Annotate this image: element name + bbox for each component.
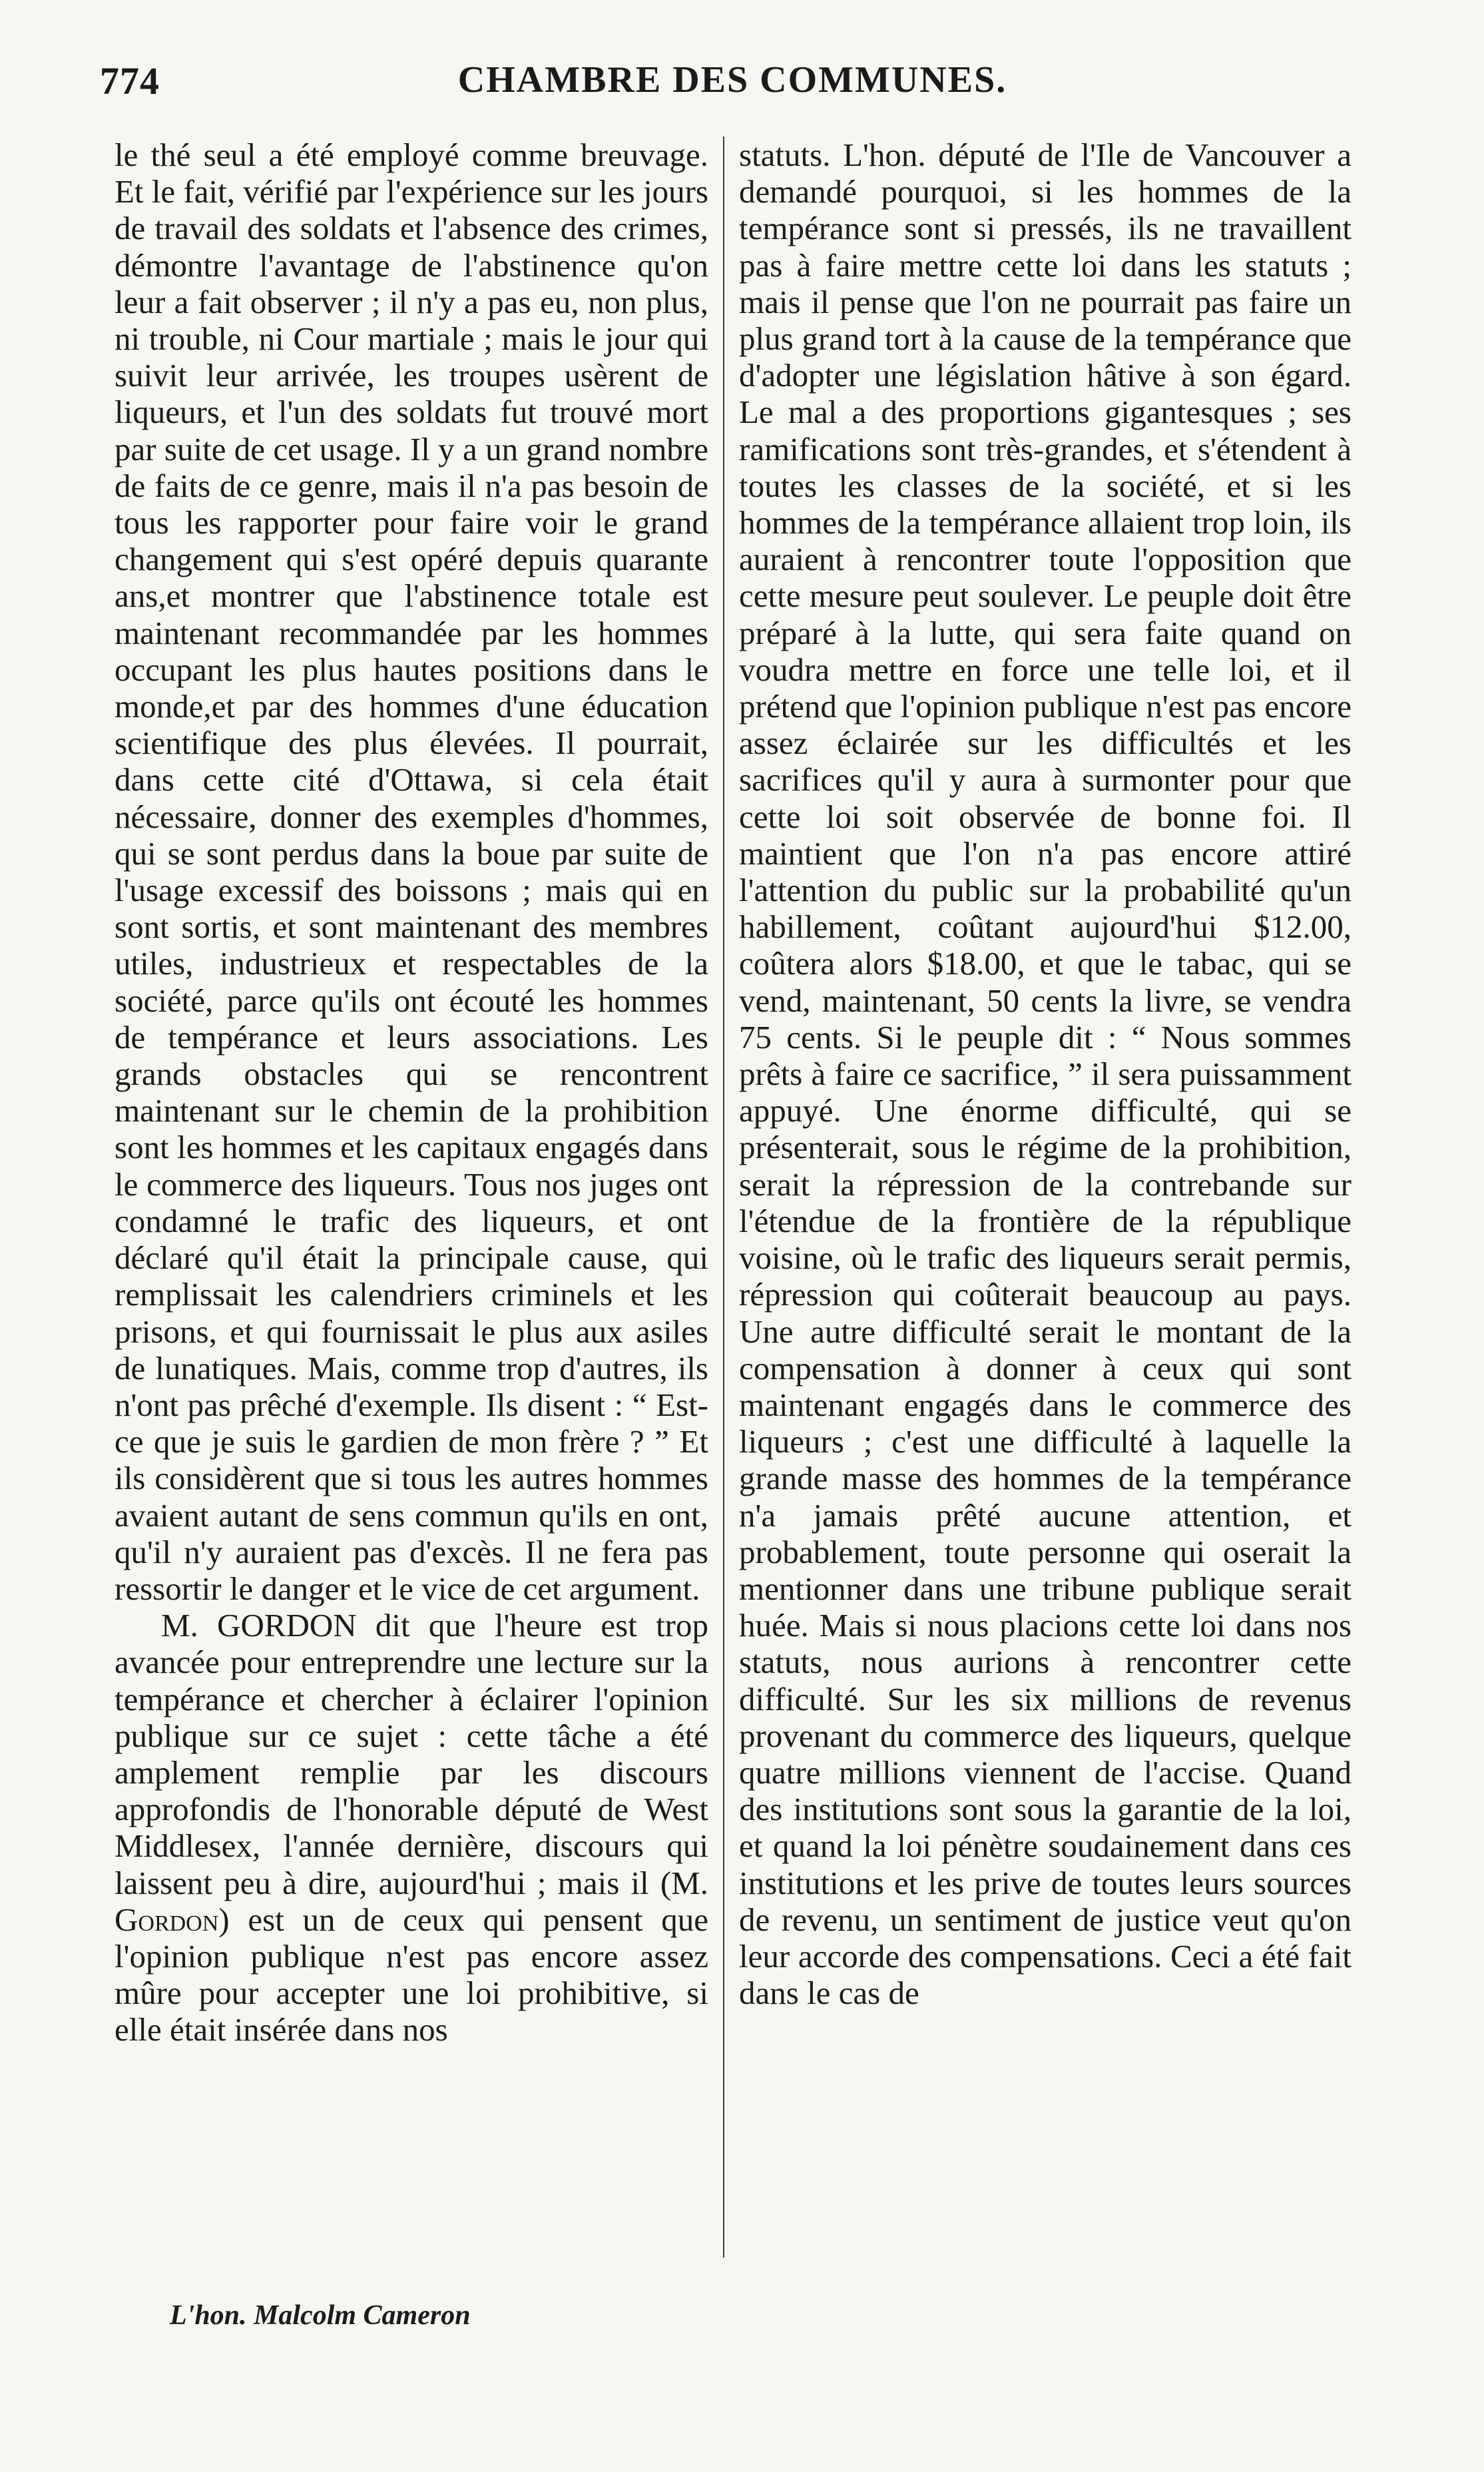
left-paragraph-2-text-b: ) est un de ceux qui pensent que l'opinion publique n'est pas encore assez mûre pour accepter une loi prohibitive, si elle était insérée dans nos bbox=[115, 1901, 708, 2048]
left-paragraph-2 bbox=[115, 1607, 708, 2048]
page-number: 774 bbox=[100, 59, 160, 103]
left-column bbox=[115, 137, 708, 2268]
speaker-name-inline: Gordon bbox=[115, 1901, 219, 1938]
page-header bbox=[100, 59, 1365, 119]
footer-signature: L'hon. Malcolm Cameron bbox=[170, 2300, 471, 2331]
running-head: CHAMBRE DES COMMUNES. bbox=[457, 59, 1007, 101]
speaker-name: M. GORDON bbox=[161, 1607, 357, 1644]
right-column bbox=[739, 137, 1352, 2268]
right-paragraph-1: statuts. L'hon. député de l'Ile de Vancouver a demandé pourquoi, si les hommes de la tempérance sont si pressés, ils ne travaillent pas à faire mettre cette loi dans les statuts ; mais il pense que l'on ne pourrait pas faire un plus grand tort à la cause de la tempérance que d'adopter une législation hâtive à son égard. Le mal a des proportions gigantesques ; ses ramifications sont très-grandes, et s'étendent à toutes les classes de la société, et si les hommes de la tempérance allaient trop loin, ils auraient à rencontrer toute l'opposition que cette mesure peut soulever. Le peuple doit être préparé à la lutte, qui sera faite quand on voudra mettre en force une telle loi, et il prétend que l'opinion publique n'est pas encore assez éclairée sur les difficultés et les sacrifices qu'il y aura à surmonter pour que cette loi soit observée de bonne foi. Il maintient que l'on n'a pas encore attiré l'attention du public sur la probabilité qu'un habillement, coûtant aujourd'hui $12.00, coûtera alors $18.00, et que le tabac, qui se vend, maintenant, 50 cents la livre, se vendra 75 cents. Si le peuple dit : “ Nous sommes prêts à faire ce sacrifice, ” il sera puissamment appuyé. Une énorme difficulté, qui se présenterait, sous le régime de la prohibition, serait la répression de la contrebande sur l'étendue de la frontière de la république voisine, où le trafic des liqueurs serait permis, répression qui coûterait beaucoup au pays. Une autre difficulté serait le montant de la compensation à donner à ceux qui sont maintenant engagés dans le commerce des liqueurs ; c'est une difficulté à laquelle la grande masse des hommes de la tempérance n'a jamais prêté aucune attention, et probablement, toute personne qui oserait la mentionner dans une tribune publique serait huée. Mais si nous placions cette loi dans nos statuts, nous aurions à rencontrer cette difficulté. Sur les six millions de revenus provenant du commerce des liqueurs, quelque quatre millions viennent de l'accise. Quand des institutions sont sous la garantie de la loi, et quand la loi pénètre soudainement dans ces institutions et les prive de toutes leurs sources de revenu, un sentiment de justice veut qu'on leur accorde des compensations. Ceci a été fait dans le cas de bbox=[739, 137, 1352, 2012]
left-paragraph-2-text-a: dit que l'heure est trop avancée pour entreprendre une lecture sur la tempérance et chercher à éclairer l'opinion publique sur ce sujet : cette tâche a été amplement remplie par les discours approfondis de l'honorable député de West Middlesex, l'année dernière, discours qui laissent peu à dire, aujourd'hui ; mais il (M. bbox=[115, 1607, 708, 1901]
column-divider bbox=[723, 137, 724, 2258]
left-paragraph-1: le thé seul a été employé comme breuvage. Et le fait, vérifié par l'expérience sur les jours de travail des soldats et l'absence des crimes, démontre l'avantage de l'abstinence qu'on leur a fait observer ; il n'y a pas eu, non plus, ni trouble, ni Cour martiale ; mais le jour qui suivit leur arrivée, les troupes usèrent de liqueurs, et l'un des soldats fut trouvé mort par suite de cet usage. Il y a un grand nombre de faits de ce genre, mais il n'a pas besoin de tous les rapporter pour faire voir le grand changement qui s'est opéré depuis quarante ans,et montrer que l'abstinence totale est maintenant recommandée par les hommes occupant les plus hautes positions dans le monde,et par des hommes d'une éducation scientifique des plus élevées. Il pourrait, dans cette cité d'Ottawa, si cela était nécessaire, donner des exemples d'hommes, qui se sont perdus dans la boue par suite de l'usage excessif des boissons ; mais qui en sont sortis, et sont maintenant des membres utiles, industrieux et respectables de la société, parce qu'ils ont écouté les hommes de tempérance et leurs associations. Les grands obstacles qui se rencontrent maintenant sur le chemin de la prohibition sont les hommes et les capitaux engagés dans le commerce des liqueurs. Tous nos juges ont condamné le trafic des liqueurs, et ont déclaré qu'il était la principale cause, qui remplissait les calendriers criminels et les prisons, et qui fournissait le plus aux asiles de lunatiques. Mais, comme trop d'autres, ils n'ont pas prêché d'exemple. Ils disent : “ Est-ce que je suis le gardien de mon frère ? ” Et ils considèrent que si tous les autres hommes avaient autant de sens commun qu'ils en ont, qu'il n'y auraient pas d'excès. Il ne fera pas ressortir le danger et le vice de cet argument. bbox=[115, 137, 708, 1607]
